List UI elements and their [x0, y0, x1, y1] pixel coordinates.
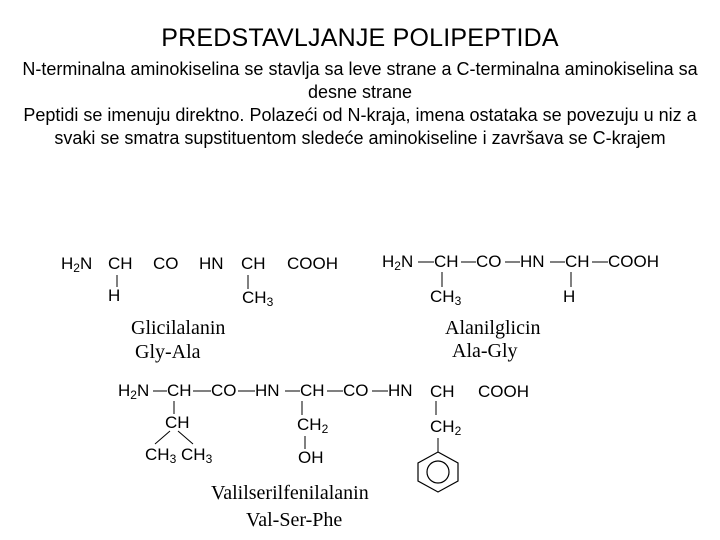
- peptide-name: Valilserilfenilalanin: [211, 482, 369, 504]
- carboxyl-group: COOH: [478, 382, 529, 401]
- amino-group: $H_2N$: [118, 381, 150, 402]
- carbonyl-group: CO: [153, 254, 179, 273]
- amino-group: $H_2N$: [382, 252, 414, 273]
- alpha-carbon: CH: [434, 252, 459, 271]
- peptide-abbreviation: Ala-Gly: [452, 340, 518, 362]
- page-title: PREDSTAVLJANJE POLIPEPTIDA: [161, 24, 559, 52]
- alpha-carbon: CH: [565, 252, 590, 271]
- amino-group: $H_2N$: [61, 254, 93, 275]
- carbonyl-group: CO: [476, 252, 502, 271]
- alpha-carbon: CH: [430, 382, 455, 401]
- side-chain-methyl: $CH_3$: [181, 445, 213, 466]
- amide-nitrogen: HN: [520, 252, 545, 271]
- carboxyl-group: COOH: [287, 254, 338, 273]
- side-chain-h: H: [563, 287, 576, 306]
- peptide-name: Glicilalanin: [131, 317, 226, 339]
- peptide-abbreviation: Val-Ser-Phe: [246, 509, 343, 531]
- amide-nitrogen: HN: [199, 254, 224, 273]
- carbonyl-group: CO: [343, 381, 369, 400]
- peptide-abbreviation: Gly-Ala: [135, 341, 201, 363]
- side-chain-methylene: $CH_2$: [430, 417, 462, 438]
- side-chain-methyl: $CH_3$: [430, 287, 462, 308]
- peptide-name: Alanilglicin: [445, 317, 541, 339]
- bond-line: [155, 431, 170, 444]
- side-chain-methylene: $CH_2$: [297, 415, 329, 436]
- side-chain-methyl: $CH_3$: [145, 445, 177, 466]
- side-chain-methyl: $CH_3$: [242, 288, 274, 309]
- alpha-carbon: CH: [241, 254, 266, 273]
- alpha-carbon: CH: [108, 254, 133, 273]
- amide-nitrogen: HN: [255, 381, 280, 400]
- carboxyl-group: COOH: [608, 252, 659, 271]
- naming-paragraph: Peptidi se imenuju direktno. Polazeći od N-kraja, imena ostataka se povezuju u niz a svaki se smatra supstituentom sledeće aminokiseline i završava se C-krajem: [23, 105, 697, 148]
- alpha-carbon: CH: [300, 381, 325, 400]
- benzene-ring-icon: [418, 452, 458, 492]
- carbonyl-group: CO: [211, 381, 237, 400]
- side-chain-h: H: [108, 286, 121, 305]
- hydroxyl-group: OH: [298, 448, 324, 467]
- bond-line: [178, 431, 193, 444]
- side-chain-ch: CH: [165, 413, 190, 432]
- amide-nitrogen: HN: [388, 381, 413, 400]
- intro-paragraph: N-terminalna aminokiselina se stavlja sa leve strane a C-terminalna aminokiselina sa desne strane: [22, 59, 698, 102]
- alpha-carbon: CH: [167, 381, 192, 400]
